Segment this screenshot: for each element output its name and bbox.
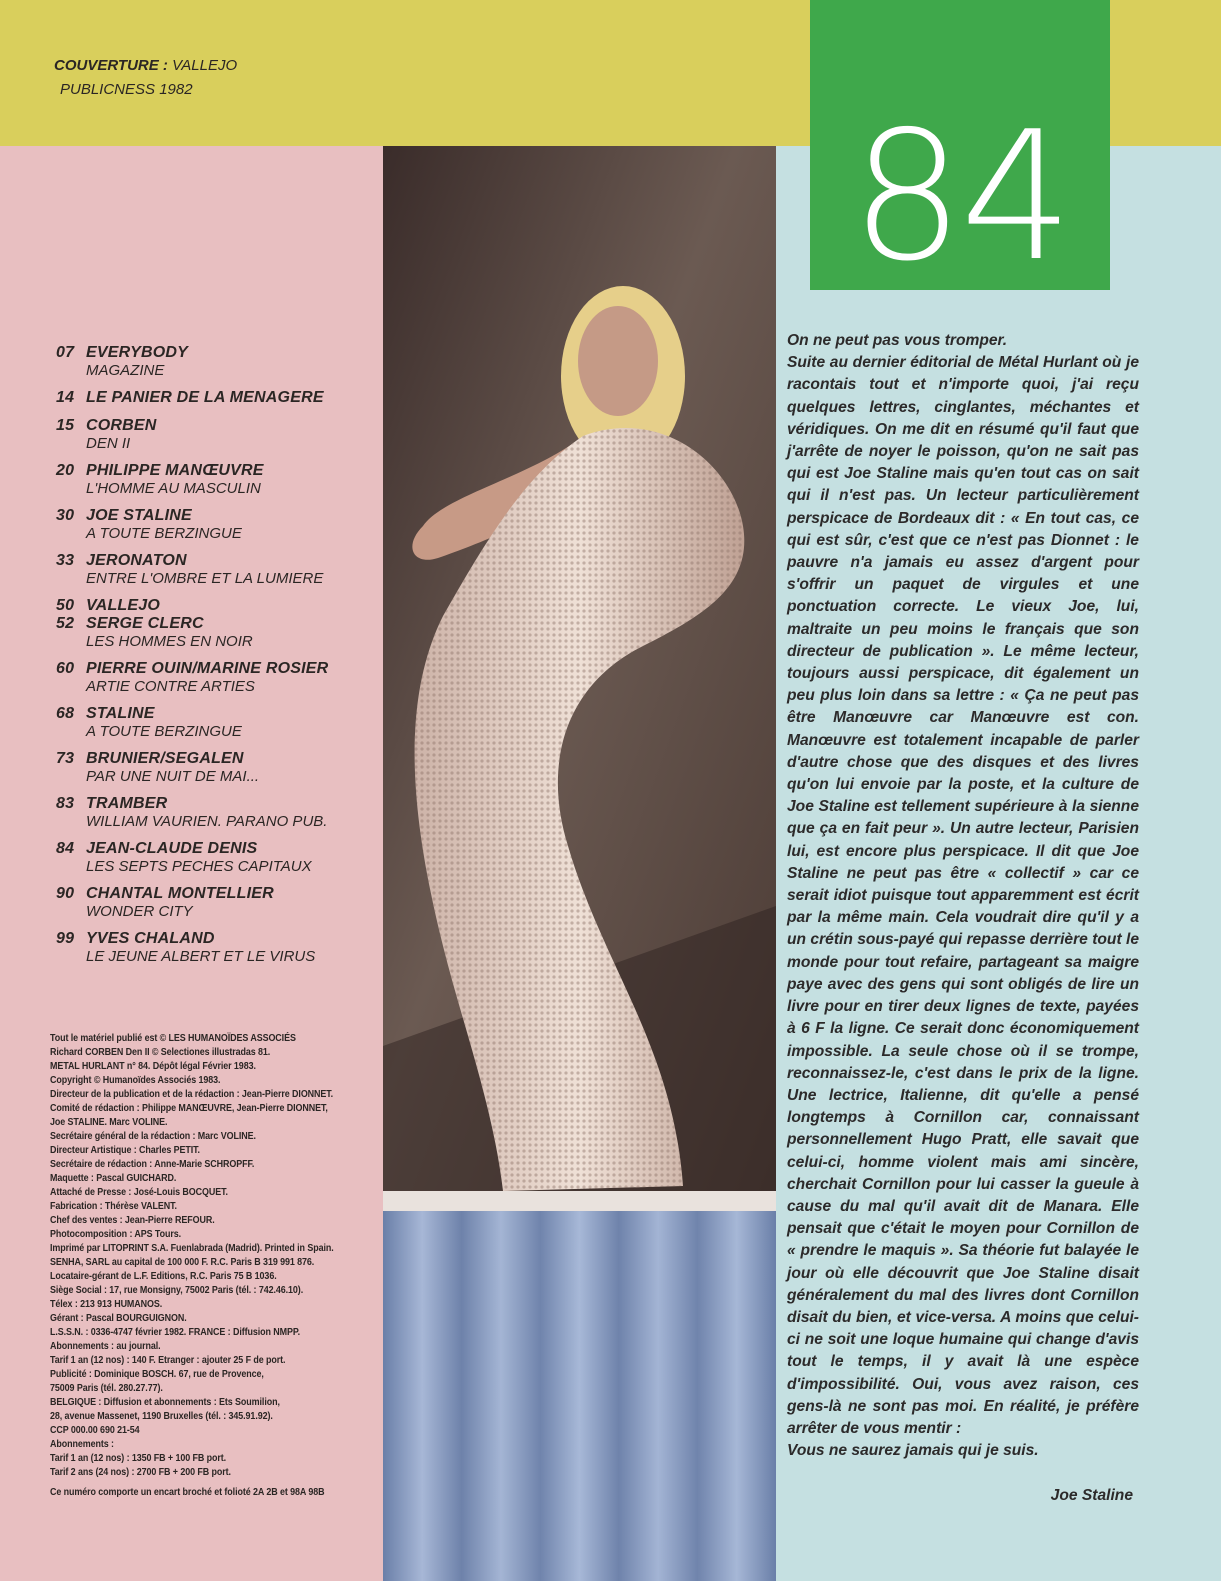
toc-title: JEAN-CLAUDE DENIS	[86, 840, 258, 857]
toc-entry-head	[56, 795, 376, 813]
toc-page-number: 68	[56, 705, 75, 722]
toc-entry-head	[56, 660, 376, 678]
toc-page-number: 14	[56, 389, 75, 406]
toc-page-number: 99	[56, 930, 75, 947]
toc-subtitle: WONDER CITY	[86, 903, 193, 920]
toc-title: PHILIPPE MANŒUVRE	[86, 462, 264, 479]
toc-entry	[56, 660, 376, 695]
toc-subtitle: A TOUTE BERZINGUE	[86, 723, 242, 740]
credits-line: Photocomposition : APS Tours.	[50, 1229, 182, 1240]
toc-title: CORBEN	[86, 417, 157, 434]
toc-entry	[56, 597, 376, 615]
credits-line: Richard CORBEN Den II © Selectiones illustradas 81.	[50, 1047, 271, 1058]
toc-subtitle: WILLIAM VAURIEN. PARANO PUB.	[86, 813, 328, 830]
toc-page-number: 84	[56, 840, 75, 857]
toc-entry-head	[56, 389, 376, 407]
masthead-credits	[50, 1032, 334, 1500]
toc-title: SERGE CLERC	[86, 615, 204, 632]
credits-line: Siège Social : 17, rue Monsigny, 75002 Paris (tél. : 742.46.10).	[50, 1285, 304, 1296]
toc-title: VALLEJO	[86, 597, 161, 614]
credits-line: Imprimé par LITOPRINT S.A. Fuenlabrada (Madrid). Printed in Spain.	[50, 1243, 334, 1254]
toc-entry-head	[56, 930, 376, 948]
toc-title: STALINE	[86, 705, 155, 722]
toc-entry	[56, 705, 376, 740]
toc-entry	[56, 462, 376, 497]
credits-line: Abonnements : au journal.	[50, 1341, 161, 1352]
toc-entry-head	[56, 597, 376, 615]
toc-page-number: 15	[56, 417, 75, 434]
issue-number-box	[810, 0, 1110, 300]
toc-title: YVES CHALAND	[86, 930, 215, 947]
credits-line: Tarif 1 an (12 nos) : 140 F. Etranger : ajouter 25 F de port.	[50, 1355, 286, 1366]
credits-line: SENHA, SARL au capital de 100 000 F. R.C. Paris B 319 991 876.	[50, 1257, 315, 1268]
editorial-body: Suite au dernier éditorial de Métal Hurlant où je racontais tout et n'importe quoi, j'ai reçu quelques lettres, cinglantes, méchantes et véridiques. On me dit en résumé qu'il faut que j'arrête de noyer le poisson, qu'on ne sait pas qui est Joe Staline mais qu'en tout cas on sait qui il n'est pas. Un lecteur particulièrement perspicace de Bordeaux dit : « En tout cas, ce qui est sûr, c'est que ce n'est pas Dionnet : le pauvre n'a jamais eu assez d'argent pour s'offrir un paquet de virgules et une ponctuation correcte. Le vieux Joe, lui, maltraite un peu moins le français que son directeur de publication ». Le même lecteur, toujours aussi perspicace, dit également un peu plus loin dans sa lettre : « Ça ne peut pas être Manœuvre car Manœuvre est con. Manœuvre est totalement incapable de parler d'autre chose que des disques et des livres qu'on lui envoie par la poste, et la culture de Joe Staline est tellement supérieure à la sienne que ça en fait peur ». Un autre lecteur, Parisien lui, est encore plus perspicace. Il dit que Joe Staline ne peut pas être « collectif » car ce serait idiot puisque tout apparemment est écrit par la même main. Cela voudrait dire qu'il y a un crétin sous-payé qui repasse derrière tout le monde pour tout refaire, partageant sa maigre paye avec des gens qui sont obligés de lire un livre pour en tirer deux lignes de texte, payées à 6 F la ligne. Ce serait donc économiquement impossible. La seule chose où il se trompe, reconnaissez-le, c'est dans le prix de la ligne. Une lectrice, Italienne, dit qu'elle a pensé longtemps à Cornillon car, connaissant personnellement Hugo Pratt, elle savait que celui-ci, homme violent mais ami sincère, cherchait Cornillon pour lui casser la gueule à cause du mal qu'il avait dit de Manara. Elle pensait que c'était le moyen pour Cornillon de « prendre le maquis ». Sa théorie fut balayée le jour où elle découvrit que Joe Staline disait généralement du mal des livres dont Cornillon disait du bien, et vice-versa. A moins que celui-ci ne soit une loque humaine qui change d'avis tout le temps, il y avait là une espèce d'impossibilité. Oui, vous avez raison, ces gens-là ne sont pas moi. En réalité, je préfère arrêter de vous mentir :	[787, 354, 1139, 1437]
credits-note: Ce numéro comporte un encart broché et folioté 2A 2B et 98A 98B	[50, 1487, 325, 1498]
toc-title: TRAMBER	[86, 795, 168, 812]
cover-label: COUVERTURE :	[54, 57, 168, 74]
toc-title: PIERRE OUIN/MARINE ROSIER	[86, 660, 329, 677]
issue-number: 84	[850, 93, 1070, 300]
credits-line: Locataire-gérant de L.F. Editions, R.C. Paris 75 B 1036.	[50, 1271, 277, 1282]
cover-publisher: PUBLICNESS 1982	[60, 81, 193, 98]
cover-photo	[383, 146, 776, 1581]
credits-line: Télex : 213 913 HUMANOS.	[50, 1299, 163, 1310]
credits-line: Gérant : Pascal BOURGUIGNON.	[50, 1313, 187, 1324]
toc-page-number: 07	[56, 344, 75, 361]
toc-entry-head	[56, 615, 376, 633]
credits-line: Directeur Artistique : Charles PETIT.	[50, 1145, 200, 1156]
toc-entry	[56, 417, 376, 452]
toc-entry	[56, 840, 376, 875]
toc-page-number: 73	[56, 750, 75, 767]
toc-entry	[56, 389, 376, 407]
toc-page-number: 30	[56, 507, 75, 524]
credits-line: Chef des ventes : Jean-Pierre REFOUR.	[50, 1215, 215, 1226]
toc-entry-head	[56, 552, 376, 570]
credits-line: 75009 Paris (tél. 280.27.77).	[50, 1383, 163, 1394]
editorial	[787, 330, 1139, 1462]
toc-page-number: 52	[56, 615, 75, 632]
credits-line: METAL HURLANT n° 84. Dépôt légal Février 1983.	[50, 1061, 256, 1072]
credits-line: BELGIQUE : Diffusion et abonnements : Ets Soumilion,	[50, 1397, 280, 1408]
toc-entry-head	[56, 705, 376, 723]
credits-line: L.S.S.N. : 0336-4747 février 1982. FRANCE : Diffusion NMPP.	[50, 1327, 301, 1338]
toc-subtitle: DEN II	[86, 435, 131, 452]
toc-subtitle: ENTRE L'OMBRE ET LA LUMIERE	[86, 570, 324, 587]
toc-entry-head	[56, 750, 376, 768]
credits-line: 28, avenue Massenet, 1190 Bruxelles (tél. : 345.91.92).	[50, 1411, 273, 1422]
toc-subtitle: A TOUTE BERZINGUE	[86, 525, 242, 542]
editorial-closing: Vous ne saurez jamais qui je suis.	[787, 1442, 1039, 1460]
credits-line: Maquette : Pascal GUICHARD.	[50, 1173, 177, 1184]
toc-entry	[56, 552, 376, 587]
toc-entry	[56, 795, 376, 830]
toc-title: LE PANIER DE LA MENAGERE	[86, 389, 324, 406]
toc-entry	[56, 885, 376, 920]
toc-subtitle: MAGAZINE	[86, 362, 165, 379]
credits-line: Publicité : Dominique BOSCH. 67, rue de Provence,	[50, 1369, 264, 1380]
credits-line: Secrétaire de rédaction : Anne-Marie SCHROPFF.	[50, 1159, 255, 1170]
credits-line: Secrétaire général de la rédaction : Marc VOLINE.	[50, 1131, 256, 1142]
toc-entry	[56, 930, 376, 965]
credits-line: Attaché de Presse : José-Louis BOCQUET.	[50, 1187, 228, 1198]
credits-line: Comité de rédaction : Philippe MANŒUVRE, Jean-Pierre DIONNET,	[50, 1103, 328, 1114]
toc-subtitle: ARTIE CONTRE ARTIES	[86, 678, 255, 695]
credits-line: Copyright © Humanoïdes Associés 1983.	[50, 1075, 221, 1086]
editorial-signature: Joe Staline	[1050, 1487, 1133, 1504]
toc-subtitle: LES SEPTS PECHES CAPITAUX	[86, 858, 312, 875]
toc-entry-head	[56, 462, 376, 480]
toc-page-number: 33	[56, 552, 75, 569]
toc-entry-head	[56, 344, 376, 362]
credits-line: CCP 000.00 690 21-54	[50, 1425, 140, 1436]
toc-title: CHANTAL MONTELLIER	[86, 885, 274, 902]
toc-title: JERONATON	[86, 552, 187, 569]
toc-page-number: 90	[56, 885, 75, 902]
credits-line: Directeur de la publication et de la rédaction : Jean-Pierre DIONNET.	[50, 1089, 334, 1100]
toc-subtitle: PAR UNE NUIT DE MAI...	[86, 768, 260, 785]
toc-page-number: 83	[56, 795, 75, 812]
credits-line: Tarif 2 ans (24 nos) : 2700 FB + 200 FB port.	[50, 1467, 231, 1478]
toc-subtitle: LES HOMMES EN NOIR	[86, 633, 253, 650]
credits-line: Tout le matériel publié est © LES HUMANOÏDES ASSOCIÉS	[50, 1033, 296, 1044]
credits-line: Tarif 1 an (12 nos) : 1350 FB + 100 FB port.	[50, 1453, 227, 1464]
photo-illustration	[383, 146, 776, 1581]
toc-entry	[56, 507, 376, 542]
toc-entry-head	[56, 840, 376, 858]
toc-entry	[56, 750, 376, 785]
toc-entry-head	[56, 885, 376, 903]
credits-line: Fabrication : Thérèse VALENT.	[50, 1201, 177, 1212]
toc-title: JOE STALINE	[86, 507, 192, 524]
toc-subtitle: LE JEUNE ALBERT ET LE VIRUS	[86, 948, 316, 965]
credits-line: Joe STALINE. Marc VOLINE.	[50, 1117, 168, 1128]
cover-artist: VALLEJO	[172, 57, 238, 74]
editorial-opening: On ne peut pas vous tromper.	[787, 332, 1008, 349]
toc-entry-head	[56, 507, 376, 525]
toc-title: BRUNIER/SEGALEN	[86, 750, 244, 767]
credits-lines	[50, 1032, 334, 1480]
credits-line: Abonnements :	[50, 1439, 114, 1450]
toc-page-number: 50	[56, 597, 75, 614]
toc-title: EVERYBODY	[86, 344, 188, 361]
toc-entry-head	[56, 417, 376, 435]
toc-subtitle: L'HOMME AU MASCULIN	[86, 480, 261, 497]
toc-entry	[56, 344, 376, 379]
toc-page-number: 60	[56, 660, 75, 677]
toc-entry	[56, 615, 376, 650]
toc-page-number: 20	[56, 462, 75, 479]
cover-credit	[54, 54, 237, 102]
table-of-contents	[56, 344, 376, 975]
